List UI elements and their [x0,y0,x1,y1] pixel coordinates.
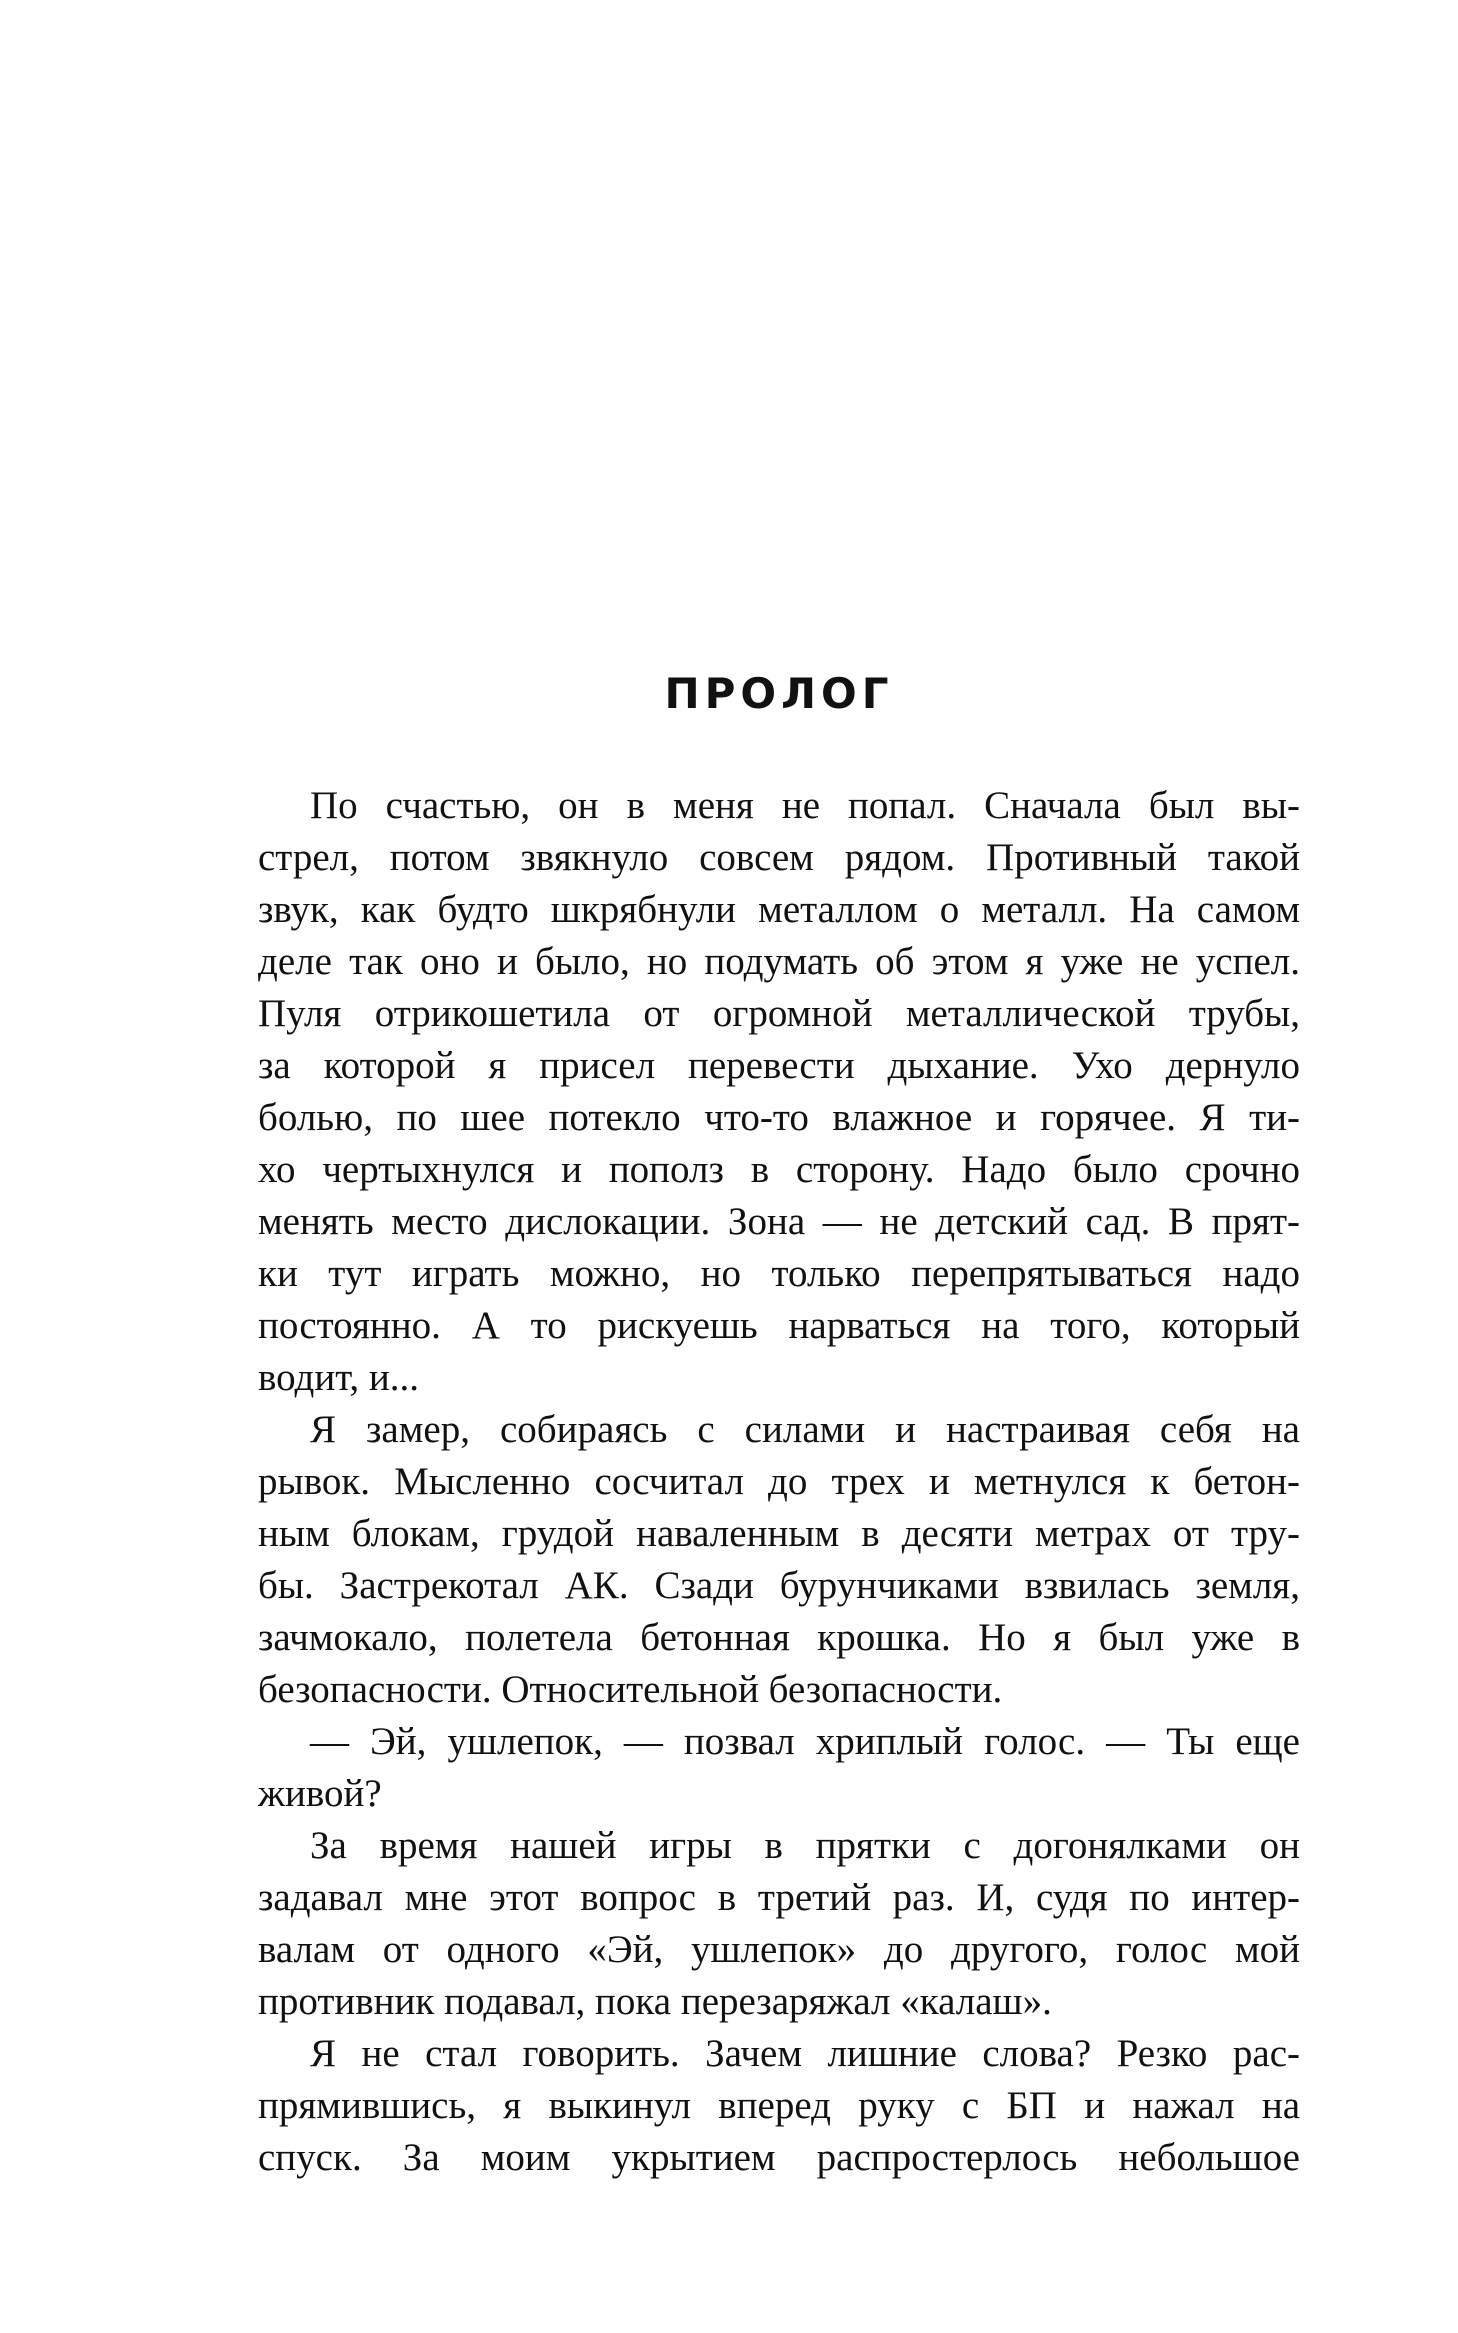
text-line: звук, как будто шкрябнули металлом о металл. На самом [258,888,1300,931]
chapter-title: ПРОЛОГ [664,669,894,718]
text-line: валам от одного «Эй, ушлепок» до другого, голос мой [258,1928,1300,1971]
text-line: — Эй, ушлепок, — позвал хриплый голос. — Ты еще [310,1720,1300,1763]
text-line: прямившись, я выкинул вперед руку с БП и нажал на [258,2084,1300,2127]
body-text [258,780,1300,2184]
text-line: болью, по шее потекло что-то влажное и горячее. Я ти- [258,1096,1300,1139]
book-page [258,0,1300,2333]
text-line: за которой я присел перевести дыхание. Ухо дернуло [258,1044,1300,1087]
text-line: менять место дислокации. Зона — не детский сад. В прят- [258,1200,1300,1243]
text-line: Я замер, собираясь с силами и настраивая себя на [310,1408,1300,1451]
text-line: Пуля отрикошетила от огромной металлической трубы, [258,992,1300,1035]
text-line: ки тут играть можно, но только перепрятываться надо [258,1252,1300,1295]
text-line: бы. Застрекотал АК. Сзади бурунчиками взвилась земля, [258,1564,1300,1607]
text-line: безопасности. Относительной безопасности. [258,1668,1003,1711]
text-line: рывок. Мысленно сосчитал до трех и метнулся к бетон- [258,1460,1300,1503]
text-line: водит, и... [258,1356,419,1399]
text-line: постоянно. А то рискуешь нарваться на того, который [258,1304,1300,1347]
text-line: спуск. За моим укрытием распростерлось небольшое [258,2136,1300,2179]
text-line: стрел, потом звякнуло совсем рядом. Противный такой [258,836,1300,879]
text-line: деле так оно и было, но подумать об этом я уже не успел. [258,940,1300,983]
text-line: Я не стал говорить. Зачем лишние слова? Резко рас- [310,2032,1300,2075]
text-line: ным блокам, грудой наваленным в десяти метрах от тру- [258,1512,1300,1555]
text-line: хо чертыхнулся и пополз в сторону. Надо было срочно [258,1148,1300,1191]
text-line: зачмокало, полетела бетонная крошка. Но я был уже в [258,1616,1300,1659]
text-line: задавал мне этот вопрос в третий раз. И, судя по интер- [258,1876,1300,1919]
text-line: За время нашей игры в прятки с догонялками он [310,1824,1300,1867]
text-line: противник подавал, пока перезаряжал «калаш». [258,1980,1052,2023]
text-line: живой? [258,1772,382,1815]
text-line: По счастью, он в меня не попал. Сначала был вы- [310,784,1300,827]
